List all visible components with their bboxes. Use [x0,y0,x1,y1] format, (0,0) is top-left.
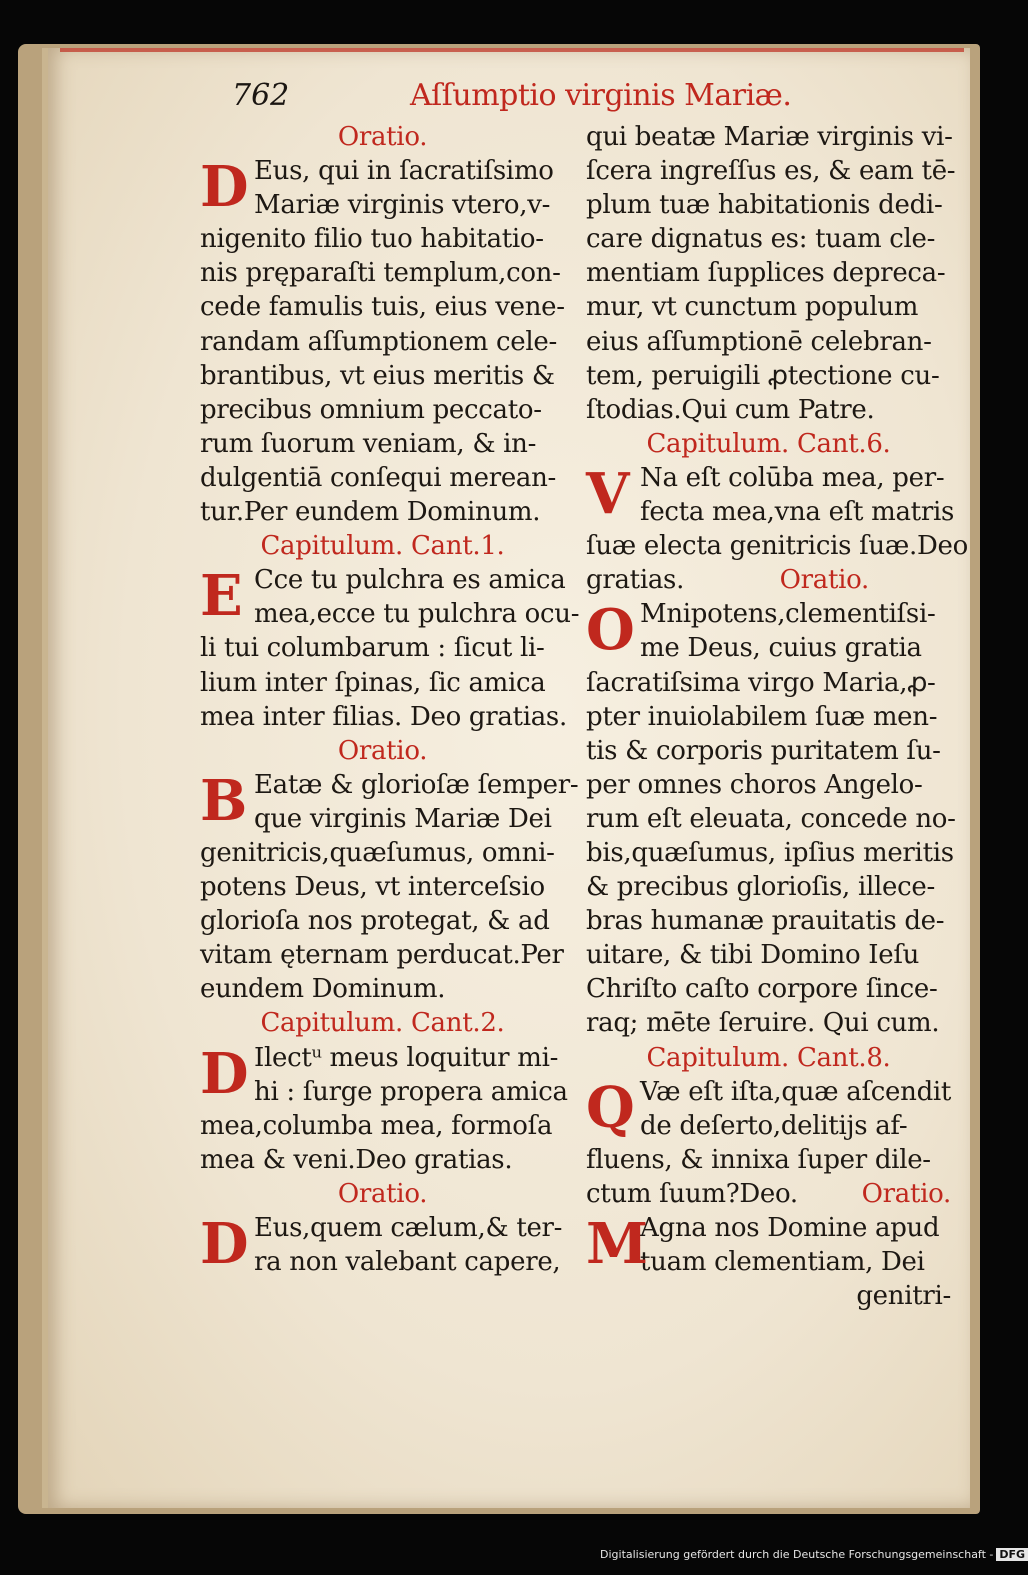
drop-initial: M [586,1211,648,1277]
text-line: de deſerto,delitijs af- [640,1110,908,1141]
text-line: precibus omnium peccato- [200,394,542,425]
text-line: mea,ecce tu pulchra ocu- [254,599,580,630]
text-line: Eus, qui in ſacratiſsimo [254,156,554,187]
text-line: potens Deus, vt interceſsio [200,872,545,903]
drop-initial: Q [586,1074,635,1141]
text-line: ſtodias.Qui cum Patre. [586,394,875,425]
drop-initial: D [200,1040,249,1107]
text-line: fecta mea,vna eſt matris [640,497,955,528]
text-line: Agna nos Domine apud [640,1213,940,1243]
prayer-continuation [586,120,956,427]
prayer-block [200,1211,565,1279]
chapter-block [586,1075,951,1211]
chapter-block [200,563,580,733]
text-line: mentiam ſupplices depreca- [586,258,946,289]
text-line: eundem Dominum. [200,974,446,1005]
right-column [586,120,968,1313]
text-line: hi : ſurge propera amica [254,1076,568,1107]
text-line: & precibus glorioſis, illece- [586,872,935,903]
dfg-logo: DFG [996,1548,1028,1561]
text-line: vitam ęternam perducat.Per [200,940,564,971]
text-line: Eatæ & glorioſæ ſemper- [254,769,579,800]
section-heading: Oratio. [337,735,428,766]
text-line: que virginis Mariæ Dei [254,803,552,834]
text-line: per omnes choros Angelo- [586,769,923,800]
text-line: Eus,quem cælum,& ter- [254,1213,563,1243]
text-line: lium inter ſpinas, ſic amica [200,667,546,698]
digitization-credit [600,1548,1028,1561]
text-line: Chriſto caſto corpore ſince- [586,974,938,1005]
text-line: tur.Per eundem Dominum. [200,497,541,528]
text-line: glorioſa nos protegat, & ad [200,906,550,937]
text-line: Væ eſt iſta,quæ aſcendit [640,1076,952,1107]
section-heading: Oratio. [337,122,428,152]
text-line: ſcera ingreſſus es, & eam tē- [586,156,956,187]
text-line: pter inuiolabilem ſuæ men- [586,701,938,732]
chapter-block [200,1040,568,1177]
text-fragment: gratias. [586,565,685,596]
drop-initial: V [586,460,630,527]
text-line: mur, vt cunctum populum [586,292,919,323]
text-line: Mariæ virginis vtero,v- [254,190,551,221]
text-line: raq; mēte ſeruire. Qui cum. [586,1008,940,1039]
page-top-rule [60,48,964,52]
prayer-block [586,597,956,1040]
text-line: eius aſſumptionē celebran- [586,326,932,357]
text-line: Mnipotens,clementiſsi- [640,599,936,630]
text-line: tem, peruigili ꝓtectione cu- [586,360,940,391]
text-line: care dignatus es: tuam cle- [586,224,936,255]
section-heading: Capitulum. Cant.6. [646,428,891,459]
running-header [232,78,792,118]
text-line: bras humanæ prauitatis de- [586,906,945,937]
text-line: plum tuæ habitationis dedi- [586,190,943,221]
text-line: Na eſt colūba mea, per- [640,462,945,493]
text-line: Cce tu pulchra es amica [254,565,566,596]
credit-text: Digitalisierung gefördert durch die Deutsche Forschungsgemeinschaft - [600,1548,994,1561]
drop-initial: D [200,154,249,221]
text-line: tis & corporis puritatem ſu- [586,735,941,766]
text-line: tuam clementiam, Dei [640,1247,925,1278]
section-heading: Oratio. [861,1178,951,1209]
text-line: uitare, & tibi Domino Ieſu [586,940,920,971]
text-line: rum ſuorum veniam, & in- [200,428,537,459]
text-line: nigenito filio tuo habitatio- [200,224,544,255]
text-line: mea inter filias. Deo gratias. [200,701,567,732]
text-line: nis pręparaſti templum,con- [200,258,561,289]
text-line: li tui columbarum : ſicut li- [200,633,545,664]
text-fragment: ctum ſuum?Deo. [586,1178,798,1209]
text-line: me Deus, cuius gratia [640,633,922,664]
section-heading: Capitulum. Cant.1. [260,531,505,562]
text-line: ſacratiſsima virgo Maria,ꝓ- [586,667,936,698]
drop-initial: O [586,597,635,664]
page-number: 762 [232,78,290,113]
text-line: rum eſt eleuata, concede no- [586,803,956,834]
drop-initial: E [200,563,243,630]
prayer-block [200,767,579,1007]
chapter-block [586,460,968,597]
section-heading: Oratio. [779,565,869,596]
running-title: Aſſumptio virginis Mariæ. [410,78,792,113]
prayer-block [586,1211,951,1279]
text-line: mea & veni.Deo gratias. [200,1144,513,1175]
text-line: mea,columba mea, formoſa [200,1110,553,1141]
drop-initial: B [200,767,248,834]
drop-initial: D [200,1211,249,1277]
text-line: bis,quæſumus, ipſius meritis [586,837,954,868]
text-line: randam aſſumptionem cele- [200,326,557,357]
text-line: genitricis,quæſumus, omni- [200,837,555,868]
section-heading: Oratio. [337,1178,428,1209]
text-line: qui beatæ Mariæ virginis vi- [586,122,953,152]
text-line: ſuæ electa genitricis ſuæ.Deo [586,531,968,562]
text-line [586,1177,951,1211]
text-line: fluens, & innixa ſuper dile- [586,1144,931,1175]
text-line [586,563,951,597]
section-heading: Capitulum. Cant.8. [646,1042,891,1073]
text-line: dulgentiā conſequi merean- [200,462,557,493]
text-line: ra non valebant capere, [254,1247,561,1278]
catchword: genitri- [856,1281,951,1312]
prayer-block [200,154,565,529]
text-line: brantibus, vt eius meritis & [200,360,555,391]
text-line: Ilectᵘ meus loquitur mi- [254,1042,559,1073]
text-line: cede famulis tuis, eius vene- [200,292,565,323]
left-column [200,120,580,1279]
section-heading: Capitulum. Cant.2. [260,1008,505,1039]
